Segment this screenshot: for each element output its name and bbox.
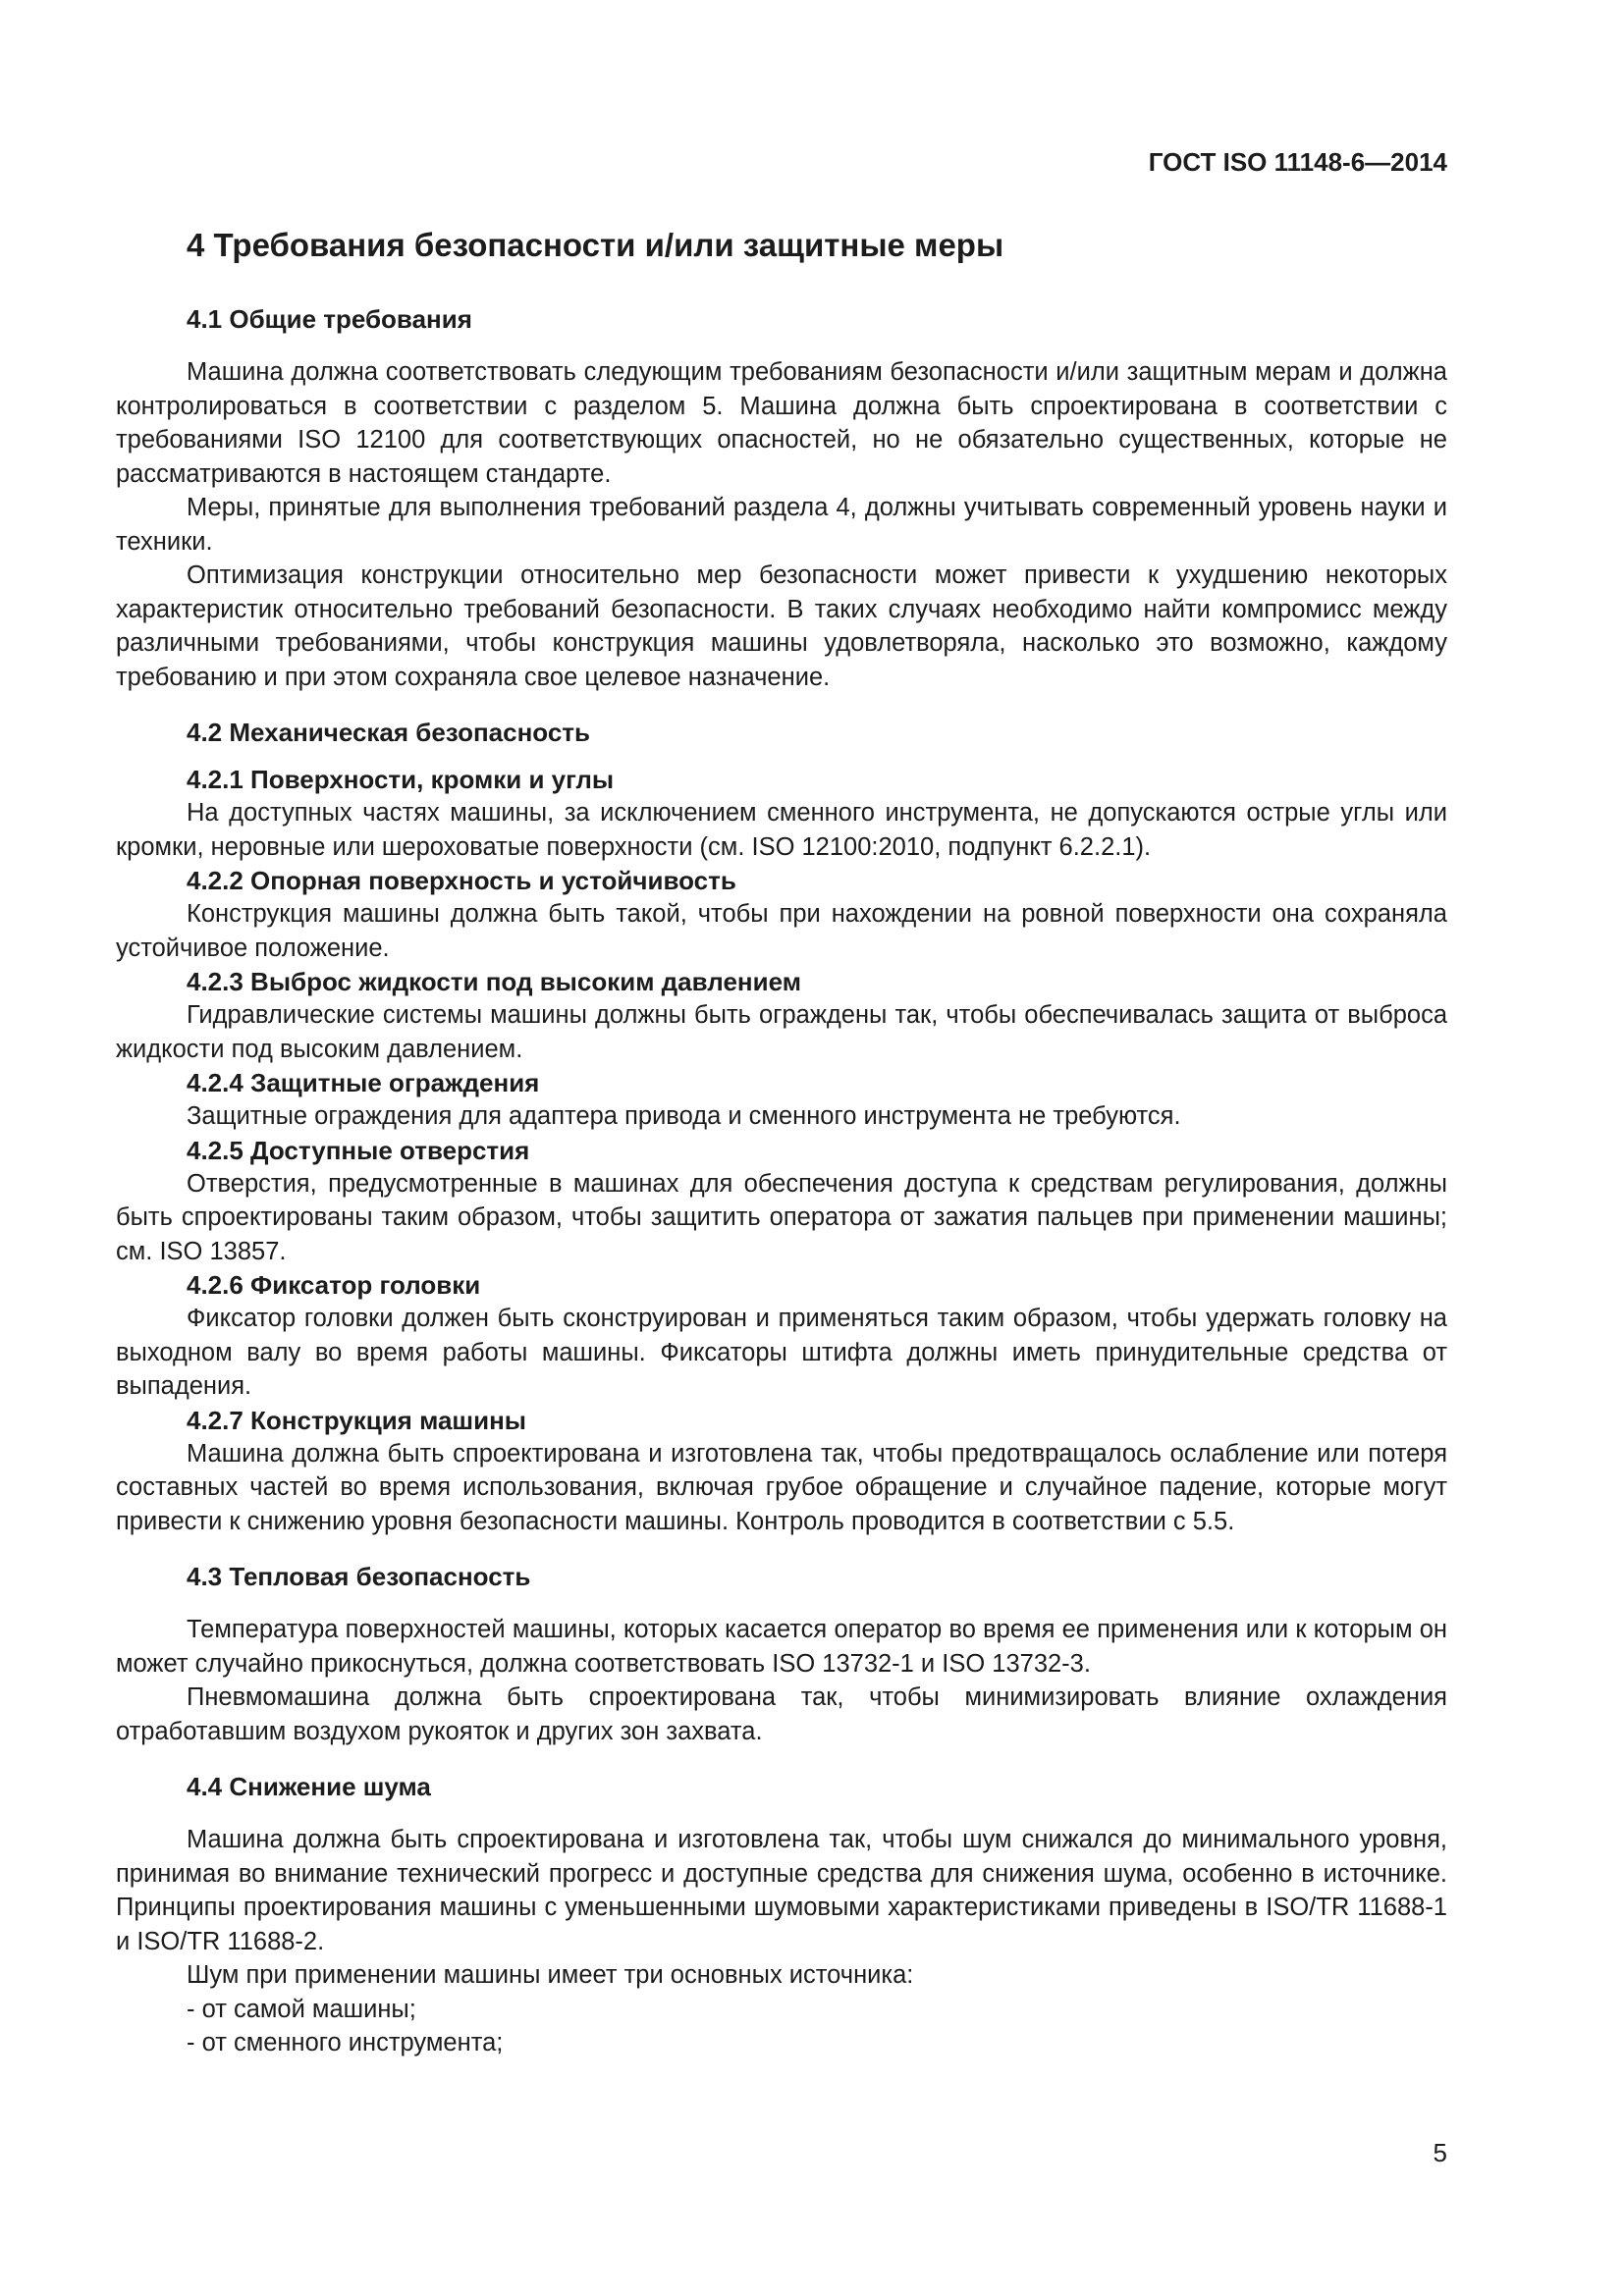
list-item: - от сменного инструмента; (187, 2029, 504, 2056)
clause-heading-4-2-7: 4.2.7 Конструкция машины (187, 1405, 526, 1435)
paragraph: Машина должна быть спроектирована и изготовлена так, чтобы шум снижался до минимального уровня, принимая во внимание технический прогресс и доступные средства для снижения шума, особенно в источнике. Принципы проектирования машины с уменьшенными шумовыми характеристиками приведены в ISO/TR 11688-1 и ISO/TR 11688-2. (116, 1826, 1447, 1955)
noise-sources-list (116, 1993, 1447, 2060)
clause-text: Отверстия, предусмотренные в машинах для обеспечения доступа к средствам регулирования, должны быть спроектированы таким образом, чтобы защитить оператора от зажатия пальцев при применении машины; см. ISO 13857. (116, 1169, 1447, 1265)
paragraph: Пневмомашина должна быть спроектирована так, чтобы минимизировать влияние охлаждения отработавшим воздухом рукояток и других зон захвата. (116, 1683, 1447, 1745)
clause-text: Машина должна быть спроектирована и изготовлена так, чтобы предотвращалось ослабление или потеря составных частей во время использования, включая грубое обращение и случайное падение, которые могут привести к снижению уровня безопасности машины. Контроль проводится в соответствии с 5.5. (116, 1439, 1447, 1535)
subsection-heading-4-2: 4.2 Механическая безопасность (187, 718, 591, 747)
page-content (116, 226, 1447, 2060)
clause-heading-4-2-4: 4.2.4 Защитные ограждения (187, 1068, 540, 1097)
list-item: - от самой машины; (187, 1995, 416, 2023)
document-id-header: ГОСТ ISO 11148-6—2014 (1148, 147, 1447, 177)
clause-text: Конструкция машины должна быть такой, чтобы при нахождении на ровной поверхности она сохраняла устойчивое положение. (116, 900, 1447, 962)
clause-heading-4-2-1: 4.2.1 Поверхности, кромки и углы (187, 765, 615, 794)
clause-text: На доступных частях машины, за исключением сменного инструмента, не допускаются острые углы или кромки, неровные или шероховатые поверхности (см. ISO 12100:2010, подпункт 6.2.2.1). (116, 799, 1447, 861)
clause-heading-4-2-6: 4.2.6 Фиксатор головки (187, 1270, 481, 1300)
subsection-heading-4-3: 4.3 Тепловая безопасность (187, 1562, 531, 1591)
paragraph: Оптимизация конструкции относительно мер безопасности может привести к ухудшению некоторых характеристик относительно требований безопасности. В таких случаях необходимо найти компромисс между различными требованиями, чтобы конструкция машины удовлетворяла, насколько это возможно, каждому требованию и при этом сохраняла свое целевое назначение. (116, 561, 1447, 691)
clause-text: Защитные ограждения для адаптера привода и сменного инструмента не требуются. (187, 1102, 1181, 1130)
clause-heading-4-2-3: 4.2.3 Выброс жидкости под высоким давлением (187, 967, 801, 996)
clause-heading-4-2-5: 4.2.5 Доступные отверстия (187, 1135, 530, 1165)
paragraph: Шум при применении машины имеет три основных источника: (187, 1961, 914, 1989)
clause-text: Фиксатор головки должен быть сконструирован и применяться таким образом, чтобы удержать головку на выходном валу во время работы машины. Фиксаторы штифта должны иметь принудительные средства от выпадения. (116, 1305, 1447, 1400)
subsection-heading-4-1: 4.1 Общие требования (187, 304, 472, 334)
clause-heading-4-2-2: 4.2.2 Опорная поверхность и устойчивость (187, 866, 736, 895)
paragraph: Меры, принятые для выполнения требований раздела 4, должны учитывать современный уровень науки и техники. (116, 494, 1447, 556)
page-number: 5 (1433, 2138, 1447, 2167)
paragraph: Температура поверхностей машины, которых касается оператор во время ее применения или к которым он может случайно прикоснуться, должна соответствовать ISO 13732-1 и ISO 13732-3. (116, 1616, 1447, 1678)
clause-text: Гидравлические системы машины должны быть ограждены так, чтобы обеспечивалась защита от выброса жидкости под высоким давлением. (116, 1001, 1447, 1063)
paragraph: Машина должна соответствовать следующим требованиям безопасности и/или защитным мерам и должна контролироваться в соответствии с разделом 5. Машина должна быть спроектирована в соответствии с требованиями ISO 12100 для соответствующих опасностей, но не обязательно существенных, которые не рассматриваются в настоящем стандарте. (116, 358, 1447, 488)
section-title: 4 Требования безопасности и/или защитные меры (187, 227, 1004, 263)
subsection-heading-4-4: 4.4 Снижение шума (187, 1772, 431, 1801)
